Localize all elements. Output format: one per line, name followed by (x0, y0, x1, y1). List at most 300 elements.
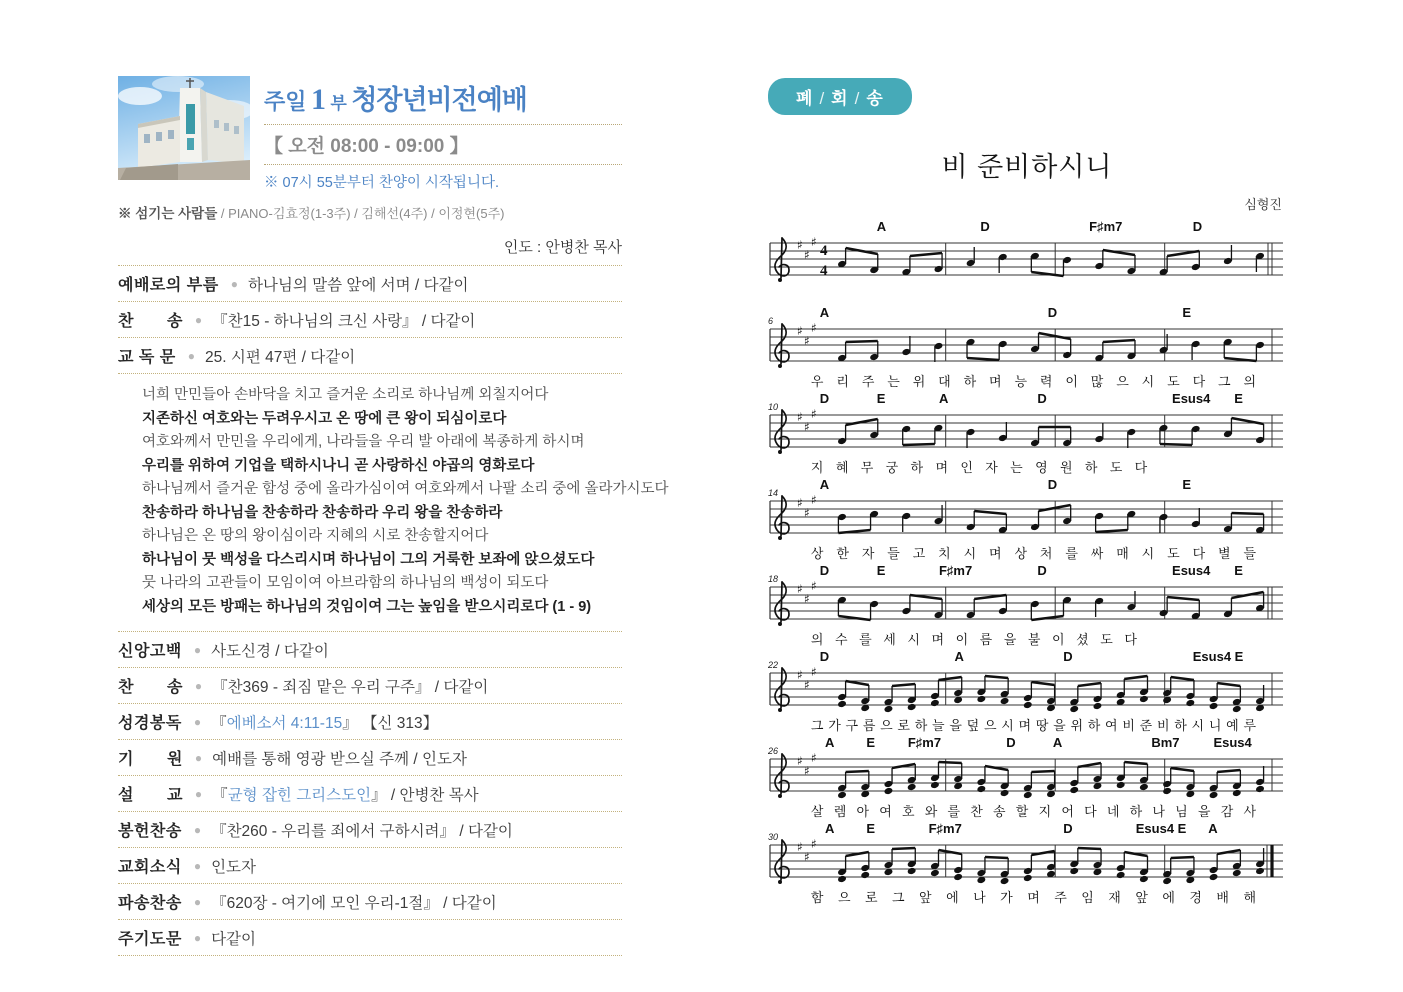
lyric-syllable: 며 (1027, 890, 1040, 905)
sharp-icon: ♯ (797, 582, 803, 596)
lyric-syllable: 가 (828, 718, 841, 733)
sharp-icon: ♯ (804, 420, 810, 434)
lyric-syllable: 해 (1243, 890, 1257, 905)
lyric-syllable: 나 (1152, 804, 1165, 819)
lyric-syllable: 다 (1192, 546, 1206, 561)
reading-line: 여호와께서 만민을 우리에게, 나라들을 우리 발 아래에 복종하게 하시며 (142, 434, 585, 450)
order-item-label: 기 원 (118, 751, 183, 768)
plain-text: 사도신경 / 다같이 (211, 642, 329, 660)
chord-symbol: D (1037, 391, 1047, 406)
sharp-icon: ♯ (811, 837, 817, 851)
lyric-syllable: 하 (1087, 718, 1101, 733)
time-signature: 4 (820, 243, 828, 259)
lyric-syllable: 할 (1015, 804, 1029, 819)
sharp-icon: ♯ (797, 754, 803, 768)
lyric-syllable: 덮 (966, 718, 980, 733)
bullet-icon: ● (194, 786, 203, 801)
bullet-icon: ● (194, 312, 203, 327)
lyric-syllable: 다 (1124, 632, 1137, 647)
lyric-syllable: 도 (1167, 546, 1180, 561)
order-item-text (205, 345, 355, 367)
lyric-syllable: 혜 (835, 460, 849, 475)
chord-symbol: Bm7 (1151, 735, 1180, 750)
lyric-syllable: 하 (963, 374, 977, 389)
chord-symbol: A (824, 735, 835, 750)
lyric-syllable: 매 (1116, 546, 1129, 561)
order-item-text (211, 927, 256, 949)
badge-char: 회 (831, 89, 849, 108)
plain-text: 다같이 (211, 930, 256, 948)
lyric-syllable: 들 (887, 546, 900, 561)
chord-symbol: A (819, 305, 830, 320)
lyric-syllable: 예 (1226, 718, 1239, 733)
bullet-icon: ● (193, 714, 202, 729)
bullet-icon: ● (230, 276, 238, 291)
lyric-syllable: 가 (1000, 890, 1013, 905)
lyric-syllable: 도 (1109, 460, 1123, 475)
chord-symbol: D (819, 563, 830, 578)
lyric-syllable: 궁 (885, 460, 899, 475)
sharp-icon: ♯ (804, 248, 810, 262)
order-item-label: 예배로의 부름 (118, 277, 219, 294)
lyric-syllable: 시 (1141, 374, 1155, 389)
chord-symbol: D (1192, 219, 1203, 234)
plain-text: 『찬369 - 죄짐 맡은 우리 구주』 / 다같이 (212, 678, 489, 696)
lyric-syllable: 하 (914, 718, 928, 733)
chord-symbol: A (938, 391, 949, 406)
plain-text: 예배를 통해 영광 받으실 주께 / 인도자 (212, 750, 467, 768)
lyric-syllable: 여 (1105, 718, 1118, 733)
lyric-syllable: 로 (864, 890, 878, 905)
chord-symbol: E (866, 821, 876, 836)
plain-text: 『찬260 - 우리를 죄에서 구하시려』 / 다같이 (211, 822, 513, 840)
order-item-label: 교 독 문 (118, 349, 176, 366)
order-row (118, 302, 622, 338)
measure-number: 26 (768, 746, 779, 756)
highlighted-text: 균형 잡힌 그리스도인 (227, 786, 372, 804)
badge-char: 폐 (796, 89, 814, 108)
reading-line: 너희 만민들아 손바닥을 치고 즐거운 소리로 하나님께 외칠지어다 (142, 387, 549, 403)
service-label: 주일 (264, 89, 307, 114)
chord-symbol: D (980, 219, 990, 234)
lyric-syllable: 대 (938, 374, 951, 389)
lyric-syllable: 를 (859, 632, 872, 647)
lyric-syllable: 우 (810, 374, 824, 389)
staff-system (768, 305, 1286, 391)
lyric-syllable: 하 (1174, 718, 1187, 733)
order-row (118, 848, 622, 884)
sharp-icon: ♯ (811, 579, 817, 593)
order-item-text (212, 783, 478, 805)
chord-symbol: E (866, 735, 876, 750)
lyric-syllable: 며 (1018, 718, 1032, 733)
reading-line: 하나님께서 즐거운 함성 중에 올라가심이여 여호와께서 나팔 소리 중에 올라가시도다 (142, 481, 669, 497)
lyric-syllable: 여 (879, 804, 892, 819)
servers-prefix: ※ 섬기는 사람들 (118, 206, 218, 221)
plain-text: 25. 시편 47편 / 다같이 (205, 348, 356, 366)
page-header (118, 76, 622, 192)
order-row (118, 812, 622, 848)
lyric-syllable: 루 (1243, 718, 1257, 733)
lyric-syllable: 살 (810, 804, 824, 819)
measure-number: 10 (768, 402, 779, 412)
lyric-syllable: 경 (1189, 890, 1202, 905)
lyric-syllable: 송 (993, 804, 1006, 819)
order-item-text (212, 675, 488, 697)
order-row (118, 776, 622, 812)
lyric-syllable: 상 (810, 546, 824, 561)
chord-symbol: D (1047, 305, 1058, 320)
staff-lines (768, 492, 1286, 542)
sharp-icon: ♯ (804, 850, 810, 864)
lyric-syllable: 도 (1100, 632, 1113, 647)
lyric-syllable: 니 (1208, 718, 1222, 733)
sharp-icon: ♯ (804, 506, 810, 520)
plain-text: 』 【신 313】 (342, 714, 439, 732)
lyric-syllable: 하 (1084, 460, 1098, 475)
chord-symbol: A (819, 477, 830, 492)
lyric-syllable: 늘 (932, 718, 945, 733)
chord-symbol: Esus4 (1172, 391, 1211, 406)
lyric-syllable: 력 (1039, 374, 1053, 389)
lyric-syllable: 많 (1090, 374, 1104, 389)
lyric-syllable: 수 (835, 632, 848, 647)
lyric-syllable: 영 (1035, 460, 1048, 475)
reading-line: 우리를 위하여 기업을 택하시나니 곧 사랑하신 야곱의 영화로다 (142, 457, 535, 474)
measure-number: 18 (768, 574, 779, 584)
lyric-syllable: 고 (912, 546, 926, 561)
sharp-icon: ♯ (797, 840, 803, 854)
plain-text: 『찬15 - 하나님의 크신 사랑』 / 다같이 (212, 312, 476, 330)
chord-symbol: Esus4 E (1192, 649, 1244, 664)
staff-lines (768, 406, 1286, 456)
lyric-syllable: 님 (1175, 804, 1188, 819)
bullet-icon: ● (193, 822, 202, 837)
lyric-syllable: 위 (912, 374, 926, 389)
chord-symbol: Esus4 E (1135, 821, 1187, 836)
highlighted-text: 에베소서 4:11-15 (226, 714, 343, 732)
reading-line: 하나님이 뭇 백성을 다스리시며 하나님이 그의 거룩한 보좌에 앉으셨도다 (142, 551, 595, 568)
order-row (118, 920, 622, 956)
staff-lines (768, 836, 1286, 886)
lyric-syllable: 며 (935, 460, 948, 475)
bullet-icon: ● (194, 678, 203, 693)
sharp-icon: ♯ (804, 334, 810, 348)
order-row (118, 338, 622, 374)
hymn-sheet-page (768, 78, 1286, 907)
church-photo (118, 76, 250, 180)
worship-order-page (118, 76, 669, 956)
lyric-syllable: 다 (1084, 804, 1097, 819)
staff-system (768, 821, 1286, 907)
lyric-syllable: 들 (1243, 546, 1257, 561)
bullet-icon: ● (194, 750, 203, 765)
sharp-icon: ♯ (797, 238, 803, 252)
reading-line: 지존하신 여호와는 두려우시고 온 땅에 큰 왕이 되심이로다 (142, 410, 507, 427)
lyric-syllable: 다 (1192, 374, 1206, 389)
song-title: 비 준비하시니 (941, 152, 1113, 182)
lyric-syllable: 시 (1001, 718, 1014, 733)
chord-symbol: E (1234, 563, 1243, 578)
lyric-syllable: 함 (810, 890, 824, 905)
chord-symbol: D (819, 649, 830, 664)
sharp-icon: ♯ (804, 764, 810, 778)
sharp-icon: ♯ (797, 496, 803, 510)
staff-system (768, 219, 1286, 305)
lyric-syllable: 지 (810, 460, 824, 475)
order-item-text (211, 819, 513, 841)
badge-separator: / (819, 89, 826, 108)
order-item-label: 설 교 (118, 787, 183, 804)
lyric-syllable: 임 (1081, 890, 1094, 905)
sharp-icon: ♯ (811, 751, 817, 765)
lyric-syllable: 을 (949, 718, 962, 733)
chord-symbol: F♯m7 (907, 735, 942, 750)
order-row (118, 704, 622, 740)
lyric-syllable: 다 (1134, 460, 1148, 475)
measure-number: 30 (768, 832, 779, 842)
lyric-syllable: 구 (845, 718, 859, 733)
lyric-syllable: 나 (973, 890, 986, 905)
staff-system (768, 477, 1286, 563)
reading-line: 찬송하라 하나님을 찬송하라 찬송하라 우리 왕을 찬송하라 (142, 504, 503, 521)
staff-lines (768, 750, 1286, 800)
badge-char: 송 (866, 89, 884, 108)
lyric-syllable: 앞 (919, 890, 932, 905)
staff-lines (768, 234, 1286, 284)
chord-symbol: A (954, 649, 964, 664)
lyric-syllable: 를 (947, 804, 961, 819)
reading-line: 하나님은 온 땅의 왕이심이라 지혜의 시로 찬송할지어다 (142, 528, 489, 544)
service-leader: 인도 : 안병찬 목사 (503, 239, 622, 256)
lyric-syllable: 치 (938, 546, 951, 561)
chord-symbol: E (1234, 391, 1243, 406)
sharp-icon: ♯ (811, 665, 817, 679)
lyric-syllable: 자 (861, 546, 875, 561)
lyric-syllable: 호 (901, 804, 915, 819)
lyric-syllable: 며 (931, 632, 945, 647)
lyric-syllable: 비 (1122, 718, 1135, 733)
lyric-syllable: 비 (1156, 718, 1170, 733)
lyric-syllable: 을 (1197, 804, 1211, 819)
lyric-syllable: 시 (1141, 546, 1155, 561)
lyric-syllable: 그 (892, 890, 905, 905)
reading-line: 세상의 모든 방패는 하나님의 것임이여 그는 높임을 받으시리로다 (1 - 9) (142, 598, 592, 615)
order-item-label: 찬 송 (118, 679, 183, 696)
lyric-syllable: 찬 (970, 804, 983, 819)
chord-symbol: A (1052, 735, 1063, 750)
staff-lines (768, 320, 1286, 370)
lyric-syllable: 렘 (833, 804, 847, 819)
lyric-syllable: 상 (1014, 546, 1028, 561)
staff-system (768, 391, 1286, 477)
chord-symbol: D (1006, 735, 1016, 750)
lyric-syllable: 앞 (1135, 890, 1148, 905)
lyric-syllable: 으 (837, 890, 851, 905)
servers-line (118, 202, 622, 222)
chord-symbol: Esus4 (1172, 563, 1211, 578)
sharp-icon: ♯ (797, 668, 803, 682)
lyric-syllable: 땅 (1035, 718, 1049, 733)
lyric-syllable: 준 (1139, 718, 1153, 733)
chord-symbol: A (1208, 821, 1218, 836)
lyric-syllable: 그 (1218, 374, 1231, 389)
bullet-icon: ● (187, 348, 196, 363)
lyric-syllable: 원 (1059, 460, 1073, 475)
staff-lines (768, 578, 1286, 628)
lyric-syllable: 처 (1039, 546, 1053, 561)
order-item-label: 성경봉독 (118, 715, 182, 732)
bullet-icon: ● (193, 930, 202, 945)
order-item-text (211, 891, 497, 913)
lyric-syllable: 에 (946, 890, 959, 905)
lyric-syllable: 으 (983, 718, 997, 733)
service-time: 【 오전 08:00 - 09:00 】 (264, 125, 622, 165)
servers-rest: / PIANO-김효정(1-3주) / 김해선(4주) / 이정현(5주) (217, 206, 505, 221)
order-row (118, 266, 622, 302)
service-name: 청장년비전예배 (351, 85, 527, 115)
chord-symbol: E (876, 391, 886, 406)
service-title (264, 78, 622, 125)
lyric-syllable: 사 (1243, 804, 1257, 819)
order-item-text (248, 273, 469, 295)
order-item-label: 주기도문 (118, 931, 182, 948)
bullet-icon: ● (193, 858, 202, 873)
lyric-syllable: 무 (860, 460, 874, 475)
lyric-syllable: 의 (1243, 374, 1257, 389)
lyric-syllable: 네 (1106, 804, 1120, 819)
sharp-icon: ♯ (804, 678, 810, 692)
order-item-label: 교회소식 (118, 859, 182, 876)
lyric-syllable: 자 (985, 460, 998, 475)
chord-symbol: D (1047, 477, 1058, 492)
music-score (768, 219, 1286, 907)
lyric-syllable: 시 (907, 632, 920, 647)
bullet-icon: ● (193, 642, 202, 657)
lyric-syllable: 별 (1218, 546, 1231, 561)
chord-symbol: A (824, 821, 835, 836)
order-item-label: 봉헌찬송 (118, 823, 182, 840)
service-suffix: 부 (330, 94, 347, 113)
lyric-syllable: 그 (810, 718, 824, 733)
chord-symbol: D (1037, 563, 1047, 578)
plain-text: 『 (211, 714, 227, 732)
lyric-syllable: 을 (1053, 718, 1066, 733)
chord-symbol: E (876, 563, 886, 578)
lyric-syllable: 감 (1220, 804, 1234, 819)
lyric-syllable: 셨 (1076, 632, 1089, 647)
sharp-icon: ♯ (811, 235, 817, 249)
lyric-syllable: 로 (897, 718, 910, 733)
order-item-text (211, 639, 329, 661)
chord-symbol: F♯m7 (1089, 219, 1123, 234)
chord-symbol: D (1063, 821, 1073, 836)
lyric-syllable: 어 (1061, 804, 1074, 819)
lyric-syllable: 이 (955, 632, 969, 647)
order-item-text (212, 747, 467, 769)
chord-symbol: F♯m7 (938, 563, 973, 578)
lyric-syllable: 주 (861, 374, 875, 389)
chord-symbol: E (1182, 305, 1192, 320)
composer-name: 심형진 (1244, 197, 1282, 212)
lyric-syllable: 시 (1191, 718, 1205, 733)
staff-system (768, 649, 1286, 735)
chord-symbol: F♯m7 (928, 821, 962, 836)
lyric-syllable: 도 (1167, 374, 1180, 389)
plain-text: 하나님의 말씀 앞에 서며 / 다같이 (247, 276, 469, 294)
lyric-syllable: 싸 (1090, 546, 1104, 561)
service-number: 1 (310, 83, 326, 116)
chord-symbol: D (1063, 649, 1073, 664)
lyric-syllable: 는 (1010, 460, 1023, 475)
order-item-text (212, 309, 475, 331)
chord-symbol: A (876, 219, 887, 234)
header-text (264, 76, 622, 192)
lyric-syllable: 름 (862, 718, 876, 733)
chord-symbol: Esus4 (1213, 735, 1252, 750)
sharp-icon: ♯ (797, 324, 803, 338)
order-item-label: 찬 송 (118, 313, 183, 330)
sharp-icon: ♯ (804, 592, 810, 606)
lyric-syllable: 이 (1065, 374, 1078, 389)
lyric-syllable: 며 (989, 374, 1002, 389)
lyric-syllable: 시 (963, 546, 977, 561)
sharp-icon: ♯ (811, 321, 817, 335)
sharp-icon: ♯ (811, 407, 817, 421)
order-row (118, 884, 622, 920)
lyric-syllable: 한 (836, 546, 849, 561)
lyric-syllable: 재 (1108, 890, 1121, 905)
lyric-syllable: 와 (924, 804, 938, 819)
lyric-syllable: 으 (880, 718, 893, 733)
chord-symbol: D (819, 391, 830, 406)
lyric-syllable: 세 (883, 632, 896, 647)
bullet-icon: ● (193, 894, 202, 909)
order-row (118, 668, 622, 704)
order-row (118, 632, 622, 668)
lyric-syllable: 이 (1051, 632, 1065, 647)
responsive-reading (118, 374, 669, 632)
staff-system (768, 563, 1286, 649)
plain-text: 』 / 안병찬 목사 (371, 786, 479, 804)
measure-number: 6 (768, 316, 774, 326)
lyric-syllable: 으 (1116, 374, 1129, 389)
closing-hymn-badge (768, 78, 912, 115)
staff-lines (768, 664, 1286, 714)
order-item-text (211, 855, 256, 877)
lyric-syllable: 능 (1014, 374, 1028, 389)
staff-system (768, 735, 1286, 821)
lyric-syllable: 지 (1038, 804, 1052, 819)
plain-text: 인도자 (211, 858, 256, 876)
lyric-syllable: 는 (887, 374, 900, 389)
sharp-icon: ♯ (797, 410, 803, 424)
sharp-icon: ♯ (811, 493, 817, 507)
plain-text: 『620장 - 여기에 모인 우리-1절』 / 다같이 (211, 894, 497, 912)
chord-symbol: E (1182, 477, 1192, 492)
lyric-syllable: 리 (836, 374, 849, 389)
lyric-syllable: 위 (1070, 718, 1083, 733)
lyric-syllable: 불 (1027, 632, 1041, 647)
time-signature: 4 (820, 263, 828, 279)
lyric-syllable: 하 (1129, 804, 1143, 819)
lyric-syllable: 아 (856, 804, 870, 819)
lyric-syllable: 에 (1162, 890, 1175, 905)
lyric-syllable: 의 (810, 632, 824, 647)
measure-number: 22 (768, 660, 779, 670)
plain-text: 『 (212, 786, 228, 804)
lyric-syllable: 배 (1216, 890, 1229, 905)
